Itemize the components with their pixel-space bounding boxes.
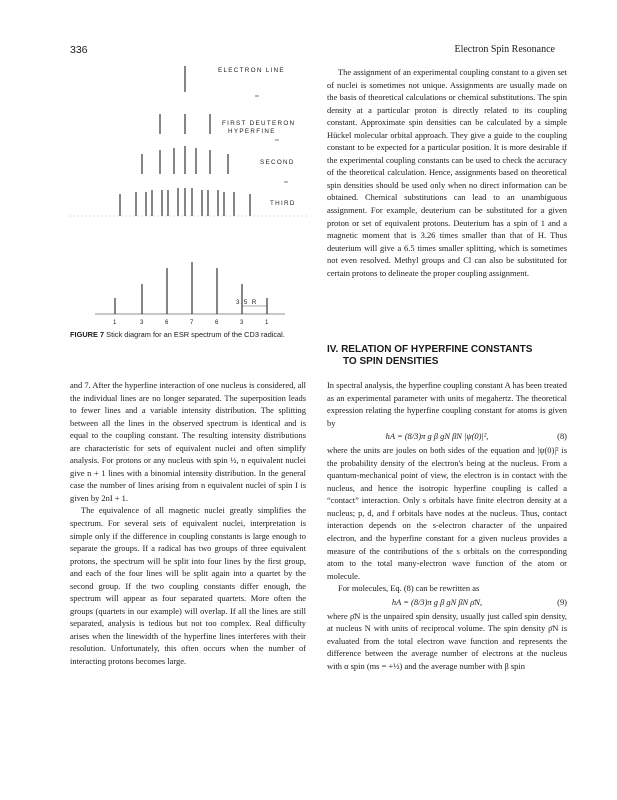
right-column-bottom — [327, 379, 567, 672]
electron-line-label: ELECTRON LINE — [218, 67, 285, 74]
page-number: 336 — [70, 44, 88, 56]
axis-tick-1: 1 — [113, 320, 117, 326]
equation-9 — [327, 595, 567, 610]
equation-9-body: hA = (8/3)π g β gN βN ρ̄N, — [391, 596, 483, 607]
axis-tick-2: 3 — [140, 320, 144, 326]
running-title: Electron Spin Resonance — [454, 44, 555, 55]
figure-caption-text: Stick diagram for an ESR spectrum of the CD3 radical. — [106, 330, 285, 339]
stick-diagram-figure — [70, 62, 310, 330]
paragraph: The equivalence of all magnetic nuclei greatly simplifies the spectrum. For several sets of equivalent nuclei, interpretation is simple only if the difference in coupling constants is large enough to separate the groups. If a radical has two groups of three equivalent protons, the spectrum will be split into four lines by the first group, and each of the four lines will be split again into a quartet by the second group. If the two coupling constants differ enough, the spectrum will appear as four separated quartets. More often the groups (quartets in our example) will overlap. If all the lines are still separated, analysis is tedious but not too complex. Real difficulty arises when the linewidth of the hyperfine lines interferes with their resolution. Unfortunately, this often occurs when the number of interacting protons becomes large. — [70, 505, 306, 667]
left-column-bottom — [70, 379, 306, 668]
paragraph: The assignment of an experimental coupling constant to a given set of nuclei is sometimes not unique. Assignments are usually made on the basis of theoretical calculations or chemical substitutions. The spin density at a particular proton is directly related to its coupling constant. Approximate spin densities can be calculated by a simple Hückel molecular orbital approach. They give a guide to the coupling constant to be expected for a particular position. It is more desirable if the experimental coupling constants can be used to check the accuracy of the theoretical calculation. Hence, assignments based on theoretical spin densities should be used only when no direct information can be obtained. Chemical substitutions can lead to an unambiguous assignment. For example, deuterium can be substituted for a given proton or set of equivalent protons. Deuterium has a spin of 1 and a magnetic moment that is 3.26 times smaller than that of H. Thus deuterium will give a 6.5 times smaller splitting, which is sometimes not even resolved. Methyl groups and Cl can also be substituted for certain protons to delineate the proper coupling assignment. — [327, 67, 567, 278]
figure-caption — [70, 330, 305, 340]
paragraph: where the units are joules on both sides of the equation and |ψ(0)|² is the probability density of the electron's being at the nucleus. From a quantum-mechanical point of view, the electron is in contact with the nucleus, and hence the isotropic hyperfine coupling is called a “contact” interaction. Only s orbitals have finite electron density at a nucleus; p, d, and f orbitals have nodes at the nucleus. Thus, contact interaction depends on the s-electron character of the unpaired electron, and the hyperfine constant for a given nucleus provides a measure of the contributions of the s orbitals on the corresponding atom to the total many-electron wave function of the atom or molecule. — [327, 445, 567, 581]
paragraph: In spectral analysis, the hyperfine coupling constant A has been treated as an experimental parameter with units of megahertz. The theoretical expression relating the hyperfine coupling constant for atoms is given by — [327, 380, 567, 428]
axis-tick-7: 1 — [265, 320, 269, 326]
right-column-top — [327, 66, 567, 279]
first-deuteron-label: FIRST DEUTERON — [222, 120, 296, 127]
equation-8 — [327, 429, 567, 444]
figure-label: FIGURE 7 — [70, 330, 105, 339]
axis-tick-5: 6 — [215, 320, 219, 326]
hyperfine-label: HYPERFINE — [228, 128, 276, 135]
section-title-line1: IV. RELATION OF HYPERFINE CONSTANTS — [327, 344, 533, 355]
axis-tick-3: 6 — [165, 320, 169, 326]
paragraph: where ρ̄N is the unpaired spin density, usually just called spin density, at nucleus N with units of reciprocal volume. The spin density ρ̄N is evaluated from the total electron wave function and represents the difference between the average number of electrons at the nucleus with α spin (ms = +½) and the average number with β spin — [327, 610, 567, 671]
axis-tick-4: 7 — [190, 320, 194, 326]
equation-8-number: (8) — [557, 431, 567, 442]
equation-9-number: (9) — [557, 596, 567, 607]
equation-8-body: hA = (8/3)π g β gN βN |ψ(0)|², — [385, 431, 489, 442]
splitting-label: 3.5 R — [236, 299, 258, 306]
second-label: SECOND — [260, 159, 295, 166]
paragraph: For molecules, Eq. (8) can be rewritten as — [338, 583, 480, 594]
section-heading — [327, 344, 567, 367]
third-label: THIRD — [270, 200, 296, 207]
paragraph: and 7. After the hyperfine interaction of one nucleus is considered, all the individual lines are no longer separated. The superposition leads to fewer lines and a variable intensity distribution. The splitting between all the lines in the observed spectrum is identical and is equal to the coupling constant. The resulting intensity distributions are characteristic for sets of equivalent nuclei and often simplify analysis. For protons or any nucleus with spin ½, n equivalent nuclei give n + 1 lines with a binomial intensity distribution. In the general case the number of lines arising from n equivalent nuclei of spin I is given by 2nI + 1. — [70, 380, 306, 503]
section-title-line2: TO SPIN DENSITIES — [343, 355, 439, 367]
axis-tick-6: 3 — [240, 320, 244, 326]
